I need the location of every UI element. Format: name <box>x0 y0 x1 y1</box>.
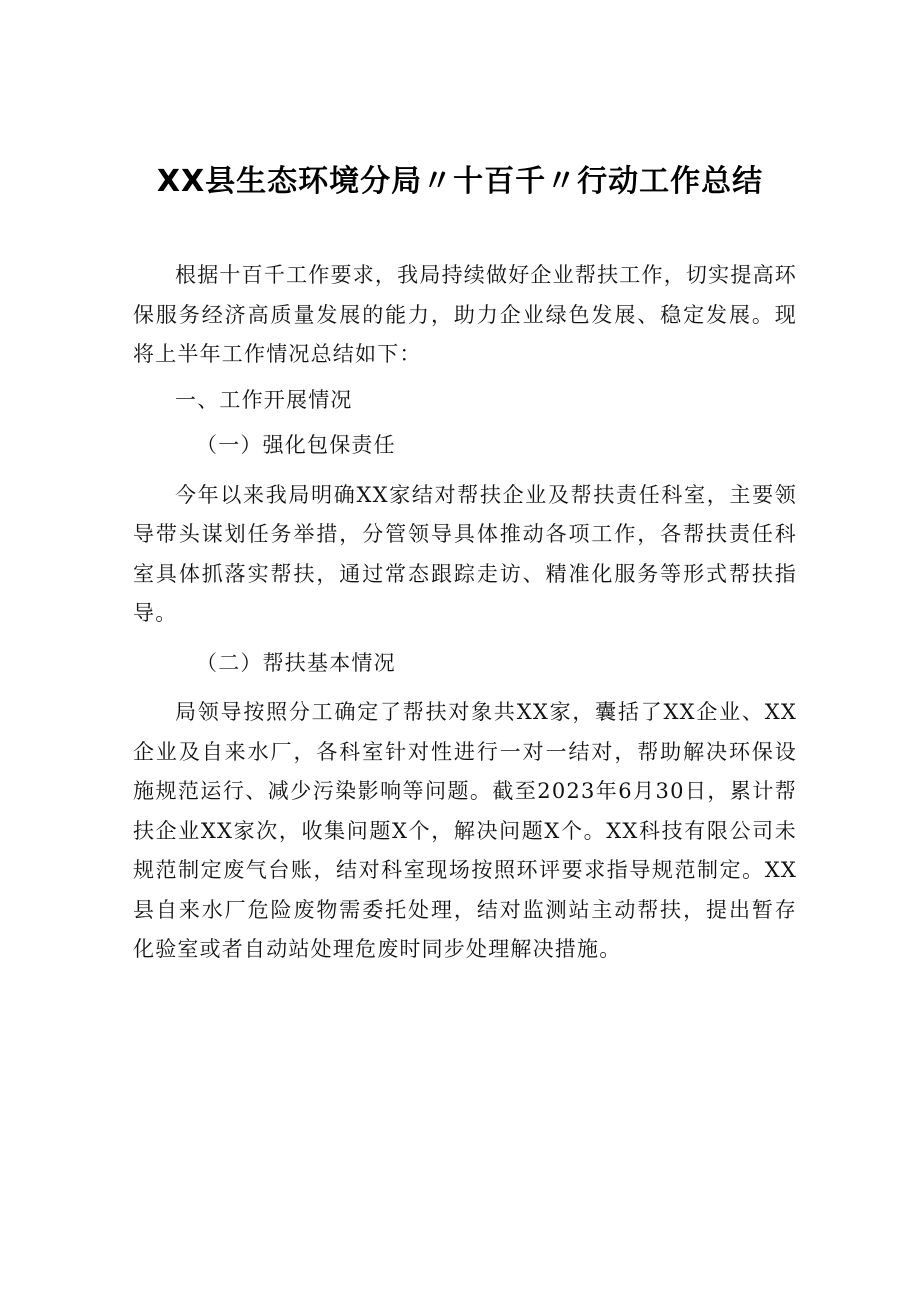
intro-paragraph: 根据十百千工作要求，我局持续做好企业帮扶工作，切实提高环保服务经济高质量发展的能力，助力企业绿色发展、稳定发展。现将上半年工作情况总结如下： <box>133 263 797 366</box>
subsection-heading-assistance: （二）帮扶基本情况 <box>196 650 396 675</box>
subsection-heading-responsibility: （一）强化包保责任 <box>196 433 396 457</box>
section-heading-work-progress: 一、工作开展情况 <box>175 387 353 412</box>
document-body <box>133 256 797 970</box>
document-title: XX县生态环境分局〃十百千〃行动工作总结 <box>156 164 764 199</box>
responsibility-paragraph: 今年以来我局明确XX家结对帮扶企业及帮扶责任科室，主要领导带头谋划任务举措，分管领导具体推动各项工作，各帮扶责任科室具体抓落实帮扶，通过常态跟踪走访、精准化服务等形式帮扶指导。 <box>133 482 797 625</box>
assistance-paragraph: 局领导按照分工确定了帮扶对象共XX家，囊括了XX企业、XX企业及自来水厂，各科室针对性进行一对一结对，帮助解决环保设施规范运行、减少污染影响等问题。截至2023年6月30日，累计帮扶企业XX家次，收集问题X个，解决问题X个。XX科技有限公司未规范制定废气台账，结对科室现场按照环评要求指导规范制定。XX县自来水厂危险废物需委托处理，结对监测站主动帮扶，提出暂存化验室或者自动站处理危废时同步处理解决措施。 <box>133 700 797 961</box>
